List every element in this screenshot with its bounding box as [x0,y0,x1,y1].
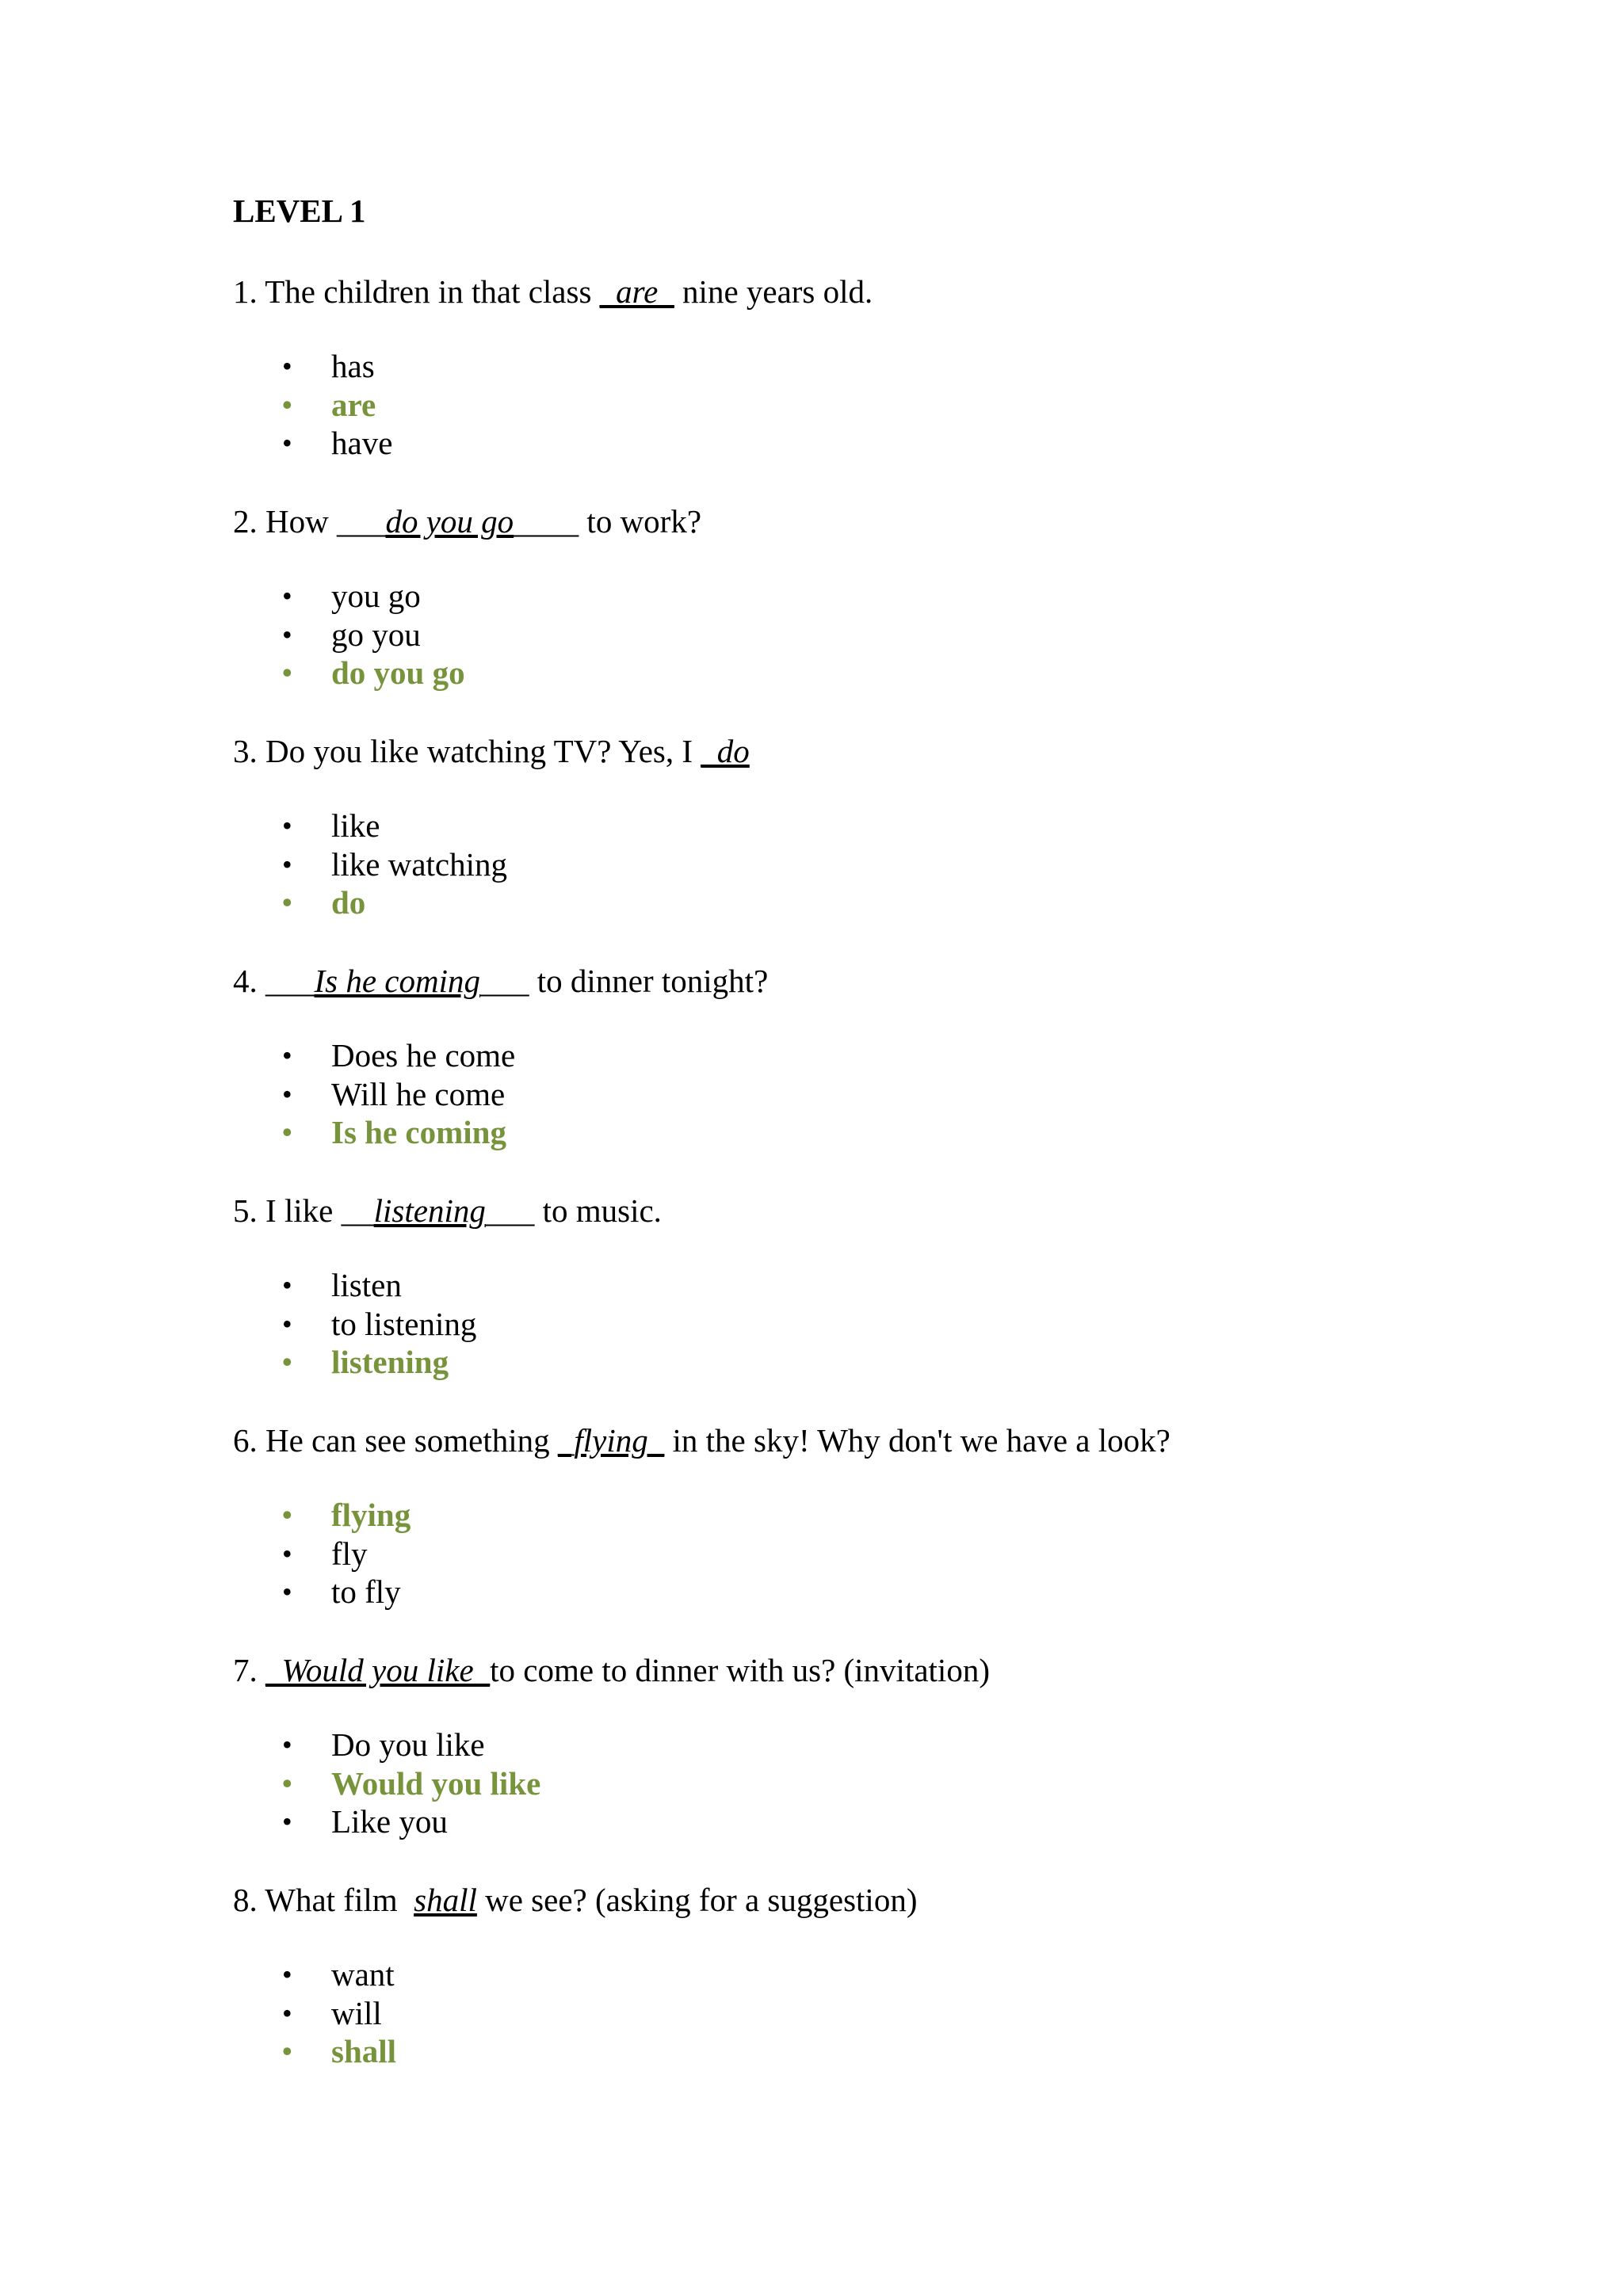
question-text-after: ___ to music. [485,1192,662,1229]
option-item [0,1994,1109,2033]
option-list [0,1496,1109,1611]
question-text [233,1190,1580,1231]
option-item [0,1266,1109,1305]
option-label: are [331,386,376,423]
question-number: 3. [233,733,258,769]
question-text [233,501,1580,542]
question-text-before: He can see something [257,1422,558,1459]
option-item [0,1535,1109,1573]
bullet-icon: • [282,580,292,612]
filled-answer: shall [414,1882,477,1918]
question-number: 2. [233,503,258,540]
option-item [0,845,1109,884]
question-text-before [258,1652,265,1688]
option-label: fly [331,1535,368,1572]
option-list [0,1036,1109,1152]
filled-answer: _are_ [599,273,674,310]
option-label: flying [331,1497,411,1533]
bullet-icon: • [282,427,292,459]
option-item [0,1955,1109,1994]
option-item [0,424,1109,463]
question-text [233,960,1580,1001]
bullet-icon: • [282,388,292,421]
option-label: Will he come [331,1075,506,1112]
option-label: Like you [331,1803,448,1840]
bullet-icon: • [282,1767,292,1799]
question-text-after: to come to dinner with us? (invitation) [490,1652,990,1688]
option-item [0,1075,1109,1114]
question-text [233,1879,1580,1920]
question-text-after: ___ to dinner tonight? [480,963,769,999]
question-text-before: How ___ [257,503,386,540]
option-item [0,1726,1109,1764]
option-list [0,1266,1109,1382]
option-label: to listening [331,1305,477,1342]
bullet-icon: • [282,618,292,650]
question-number: 1. [233,273,258,310]
question-number: 7. [233,1652,258,1688]
bullet-icon: • [282,1997,292,2029]
option-label: want [331,1956,395,1993]
option-label: you go [331,578,421,614]
option-item [0,1305,1109,1344]
option-label: has [331,348,375,384]
option-item-correct [0,1343,1109,1382]
bullet-icon: • [282,350,292,382]
option-item-correct [0,2032,1109,2071]
option-label: Would you like [331,1764,541,1802]
filled-answer: listening [373,1192,486,1229]
bullet-icon: • [282,1116,292,1148]
filled-answer: _Would you like_ [265,1652,491,1688]
option-item-correct [0,1496,1109,1535]
option-label: do you go [331,654,465,691]
bullet-icon: • [282,1958,292,1990]
option-label: to fly [331,1573,401,1610]
option-label: listening [331,1344,449,1380]
bullet-icon: • [282,1077,292,1110]
option-label: do [331,884,366,921]
option-item [0,1036,1109,1075]
question-number: 6. [233,1422,258,1459]
option-item-correct [0,654,1109,692]
question-number: 5. [233,1192,258,1229]
bullet-icon: • [282,1806,292,1837]
bullet-icon: • [282,1576,292,1608]
option-list [0,347,1109,463]
question-text [233,1650,1580,1691]
bullet-icon: • [282,887,292,918]
option-item-correct [0,1764,1109,1803]
option-item [0,1802,1109,1841]
option-label: will [331,1994,382,2031]
option-list [0,807,1109,922]
option-item [0,347,1109,386]
question-text-before: The children in that class [257,273,600,310]
option-label: have [331,425,393,461]
option-list [0,577,1109,692]
option-item [0,807,1109,845]
question-text-after: in the sky! Why don't we have a look? [664,1422,1170,1459]
option-label: Does he come [331,1037,516,1074]
bullet-icon: • [282,848,292,880]
bullet-icon: • [282,2035,292,2067]
bullet-icon: • [282,1269,292,1301]
option-label: shall [331,2033,397,2069]
option-item [0,1573,1109,1611]
option-item-correct [0,386,1109,425]
question-text-after: we see? (asking for a suggestion) [476,1882,918,1918]
option-label: go you [331,616,421,653]
option-item [0,616,1109,654]
bullet-icon: • [282,1346,292,1378]
option-list [0,1726,1109,1841]
page-title: LEVEL 1 [233,193,366,229]
question-number: 4. [233,963,258,999]
filled-answer: _flying_ [557,1422,665,1459]
option-label: like [331,807,380,844]
option-item-correct [0,883,1109,922]
question-text [233,271,1580,312]
question-number: 8. [233,1882,258,1918]
question-text-after: nine years old. [674,273,873,310]
option-item-correct [0,1113,1109,1152]
bullet-icon: • [282,1499,292,1531]
question-text [233,1420,1580,1461]
filled-answer: do you go [385,503,514,540]
bullet-icon: • [282,1307,292,1340]
bullet-icon: • [282,1039,292,1071]
bullet-icon: • [282,1537,292,1569]
bullet-icon: • [282,810,292,841]
bullet-icon: • [282,1729,292,1760]
question-text-before: I like __ [257,1192,374,1229]
question-text [233,730,1580,772]
option-label: Do you like [331,1726,485,1763]
option-label: Is he coming [331,1114,506,1150]
option-item [0,577,1109,616]
option-label: listen [331,1267,402,1303]
option-list [0,1955,1109,2071]
question-text-before: What film [257,1882,414,1918]
question-text-before: Do you like watching TV? Yes, I [257,733,701,769]
filled-answer: _do [701,733,750,769]
question-text-after: ____ to work? [514,503,702,540]
filled-answer: Is he coming [314,963,481,999]
bullet-icon: • [282,657,292,688]
option-label: like watching [331,845,508,883]
question-text-before: ___ [257,963,315,999]
